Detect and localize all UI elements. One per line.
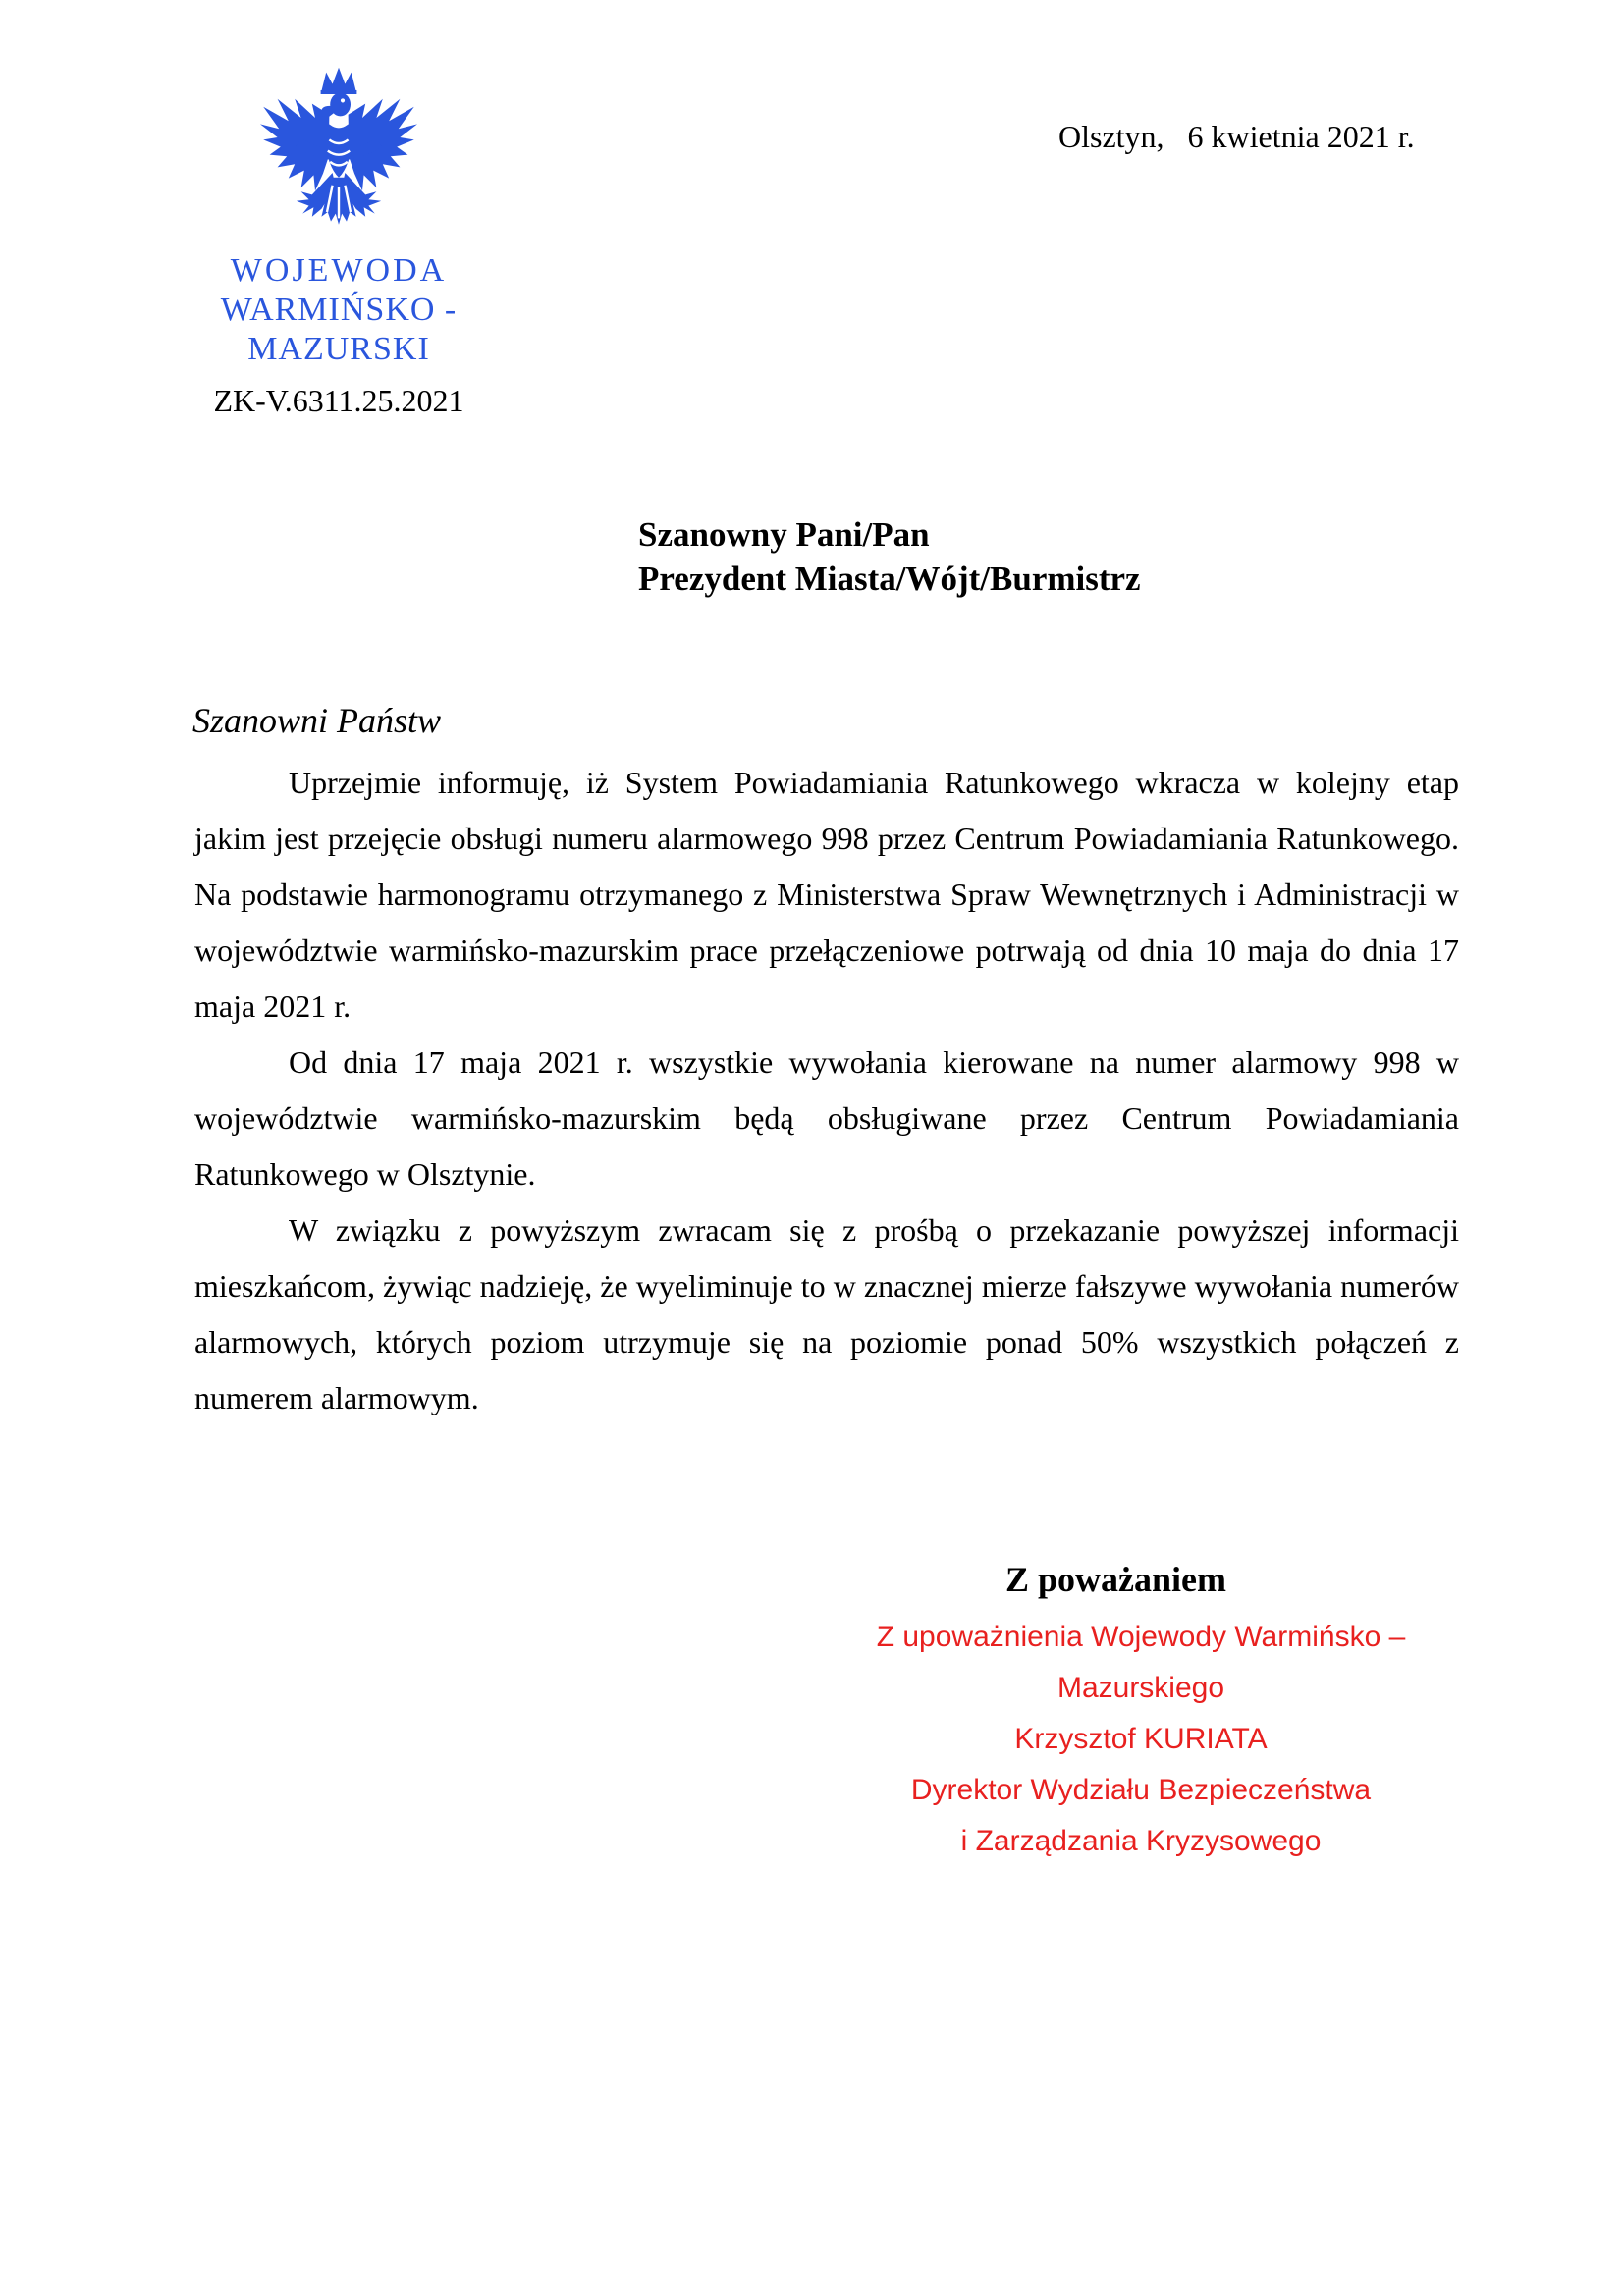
letterhead [128,61,550,419]
body-paragraph-2: Od dnia 17 maja 2021 r. wszystkie wywołania kierowane na numer alarmowy 998 w województwie warmińsko-mazurskim będą obsługiwane przez Centrum Powiadamiania Ratunkowego w Olsztynie. [194,1044,1459,1192]
salutation: Szanowni Państw [192,701,442,740]
addressee-line1: Szanowny Pani/Pan [638,515,930,554]
signature-block [803,1612,1479,1867]
valediction: Z poważaniem [1005,1560,1226,1599]
reference-number: ZK-V.6311.25.2021 [213,383,464,418]
signatory-title-line2: i Zarządzania Kryzysowego [960,1825,1322,1857]
addressee-line2: Prezydent Miasta/Wójt/Burmistrz [638,560,1141,598]
polish-eagle-emblem [260,61,417,230]
addressee-block [638,512,1141,601]
signatory-name: Krzysztof KURIATA [1014,1723,1268,1755]
office-name-line1: WOJEWODA [230,252,448,289]
signatory-title-line1: Dyrektor Wydziału Bezpieczeństwa [910,1774,1372,1806]
body-paragraph-1: Uprzejmie informuję, iż System Powiadamiania Ratunkowego wkracza w kolejny etap jakim jest przejęcie obsługi numeru alarmowego 998 przez Centrum Powiadamiania Ratunkowego. Na podstawie harmonogramu otrzymanego z Ministerstwa Spraw Wewnętrznych i Administracji w województwie warmińsko-mazurskim prace przełączeniowe potrwają od dnia 10 maja do dnia 17 maja 2021 r. [194,765,1459,1024]
body-paragraph-3: W związku z powyższym zwracam się z prośbą o przekazanie powyższej informacji mieszkańcom, żywiąc nadzieję, że wyeliminuje to w znacznej mierze fałszywe wywołania numerów alarmowych, których poziom utrzymuje się na poziomie ponad 50% wszystkich połączeń z numerem alarmowym. [194,1212,1459,1415]
office-name-line2: WARMIŃSKO - MAZURSKI [220,292,458,367]
signature-authorization: Z upoważnienia Wojewody Warmińsko – Mazurskiego [876,1621,1406,1704]
place-and-date: Olsztyn, 6 kwietnia 2021 r. [1058,119,1415,154]
letter-body [194,755,1459,1426]
